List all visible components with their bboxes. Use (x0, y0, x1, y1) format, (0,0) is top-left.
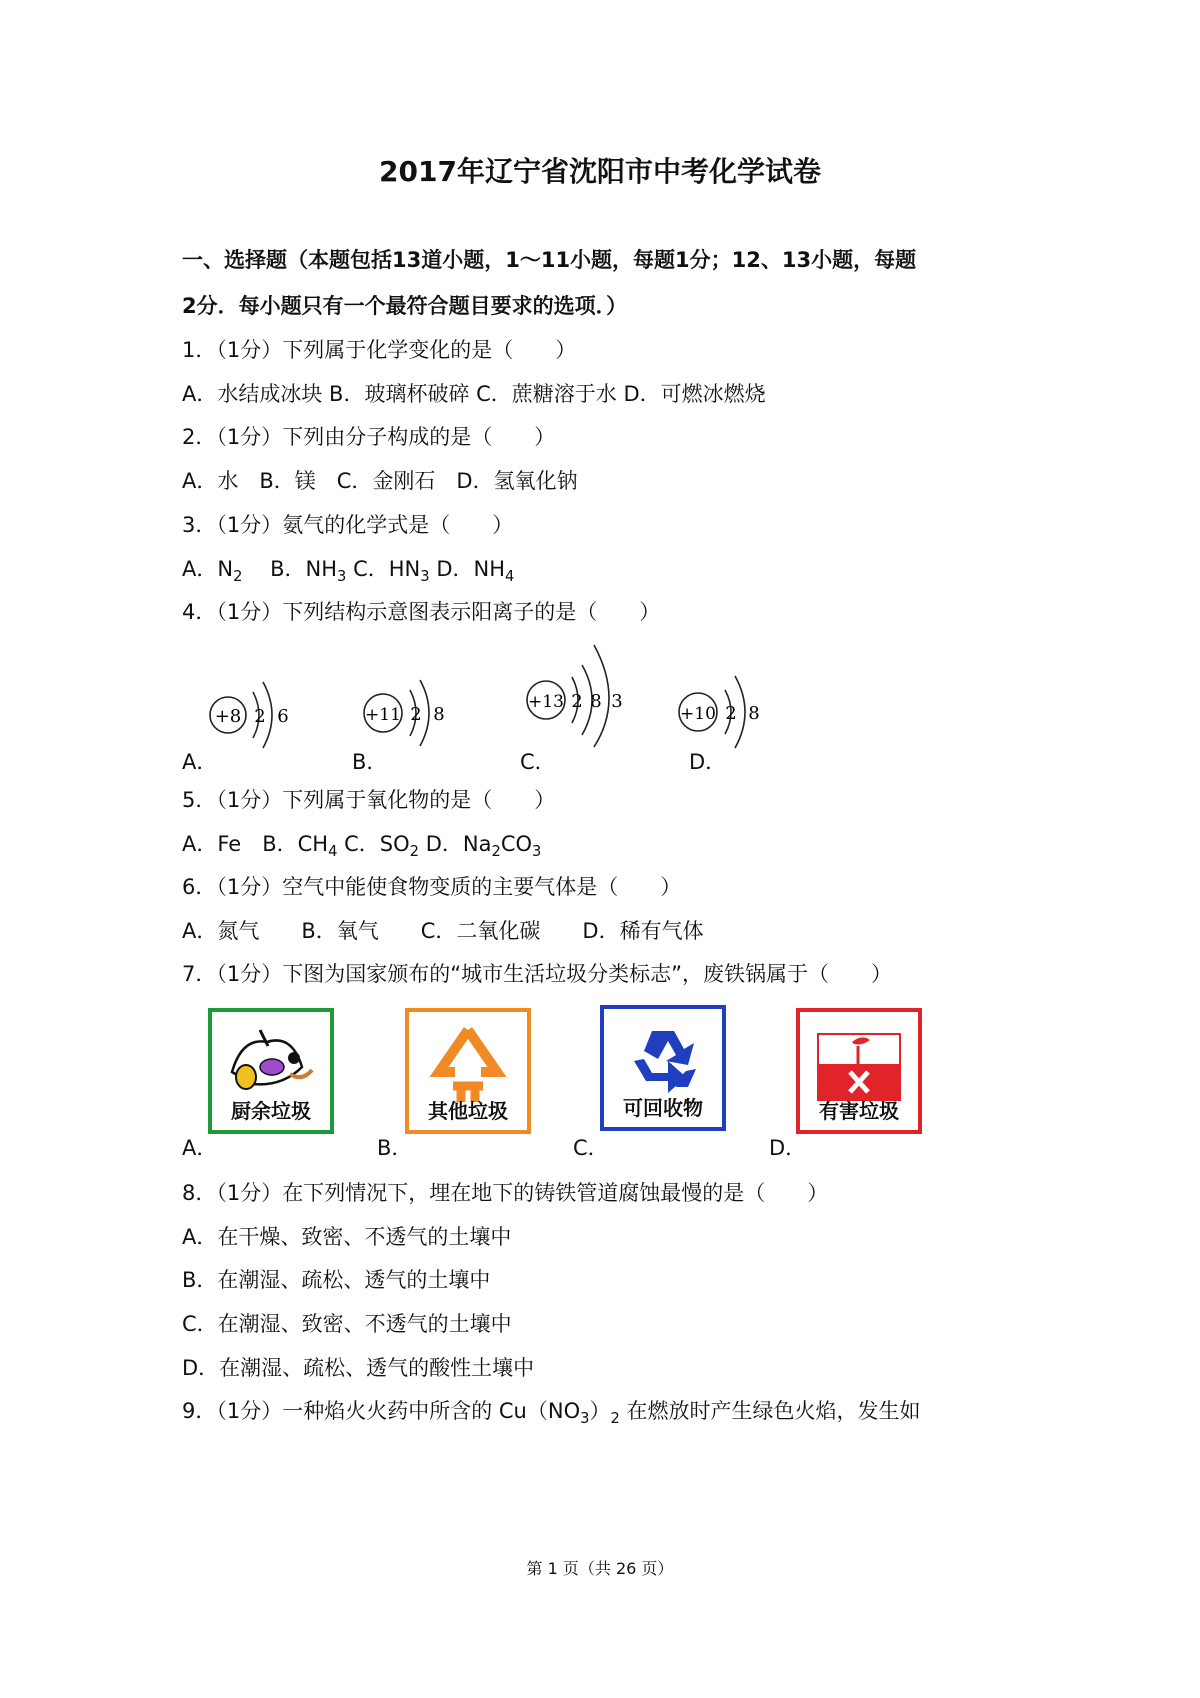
question-2-options: A．水 B．镁 C．金刚石 D．氢氧化钠 (182, 469, 578, 493)
question-3-stem: 3．（1分）氨气的化学式是（ ） (182, 513, 514, 537)
page-footer: 第 1 页（共 26 页） (526, 1559, 674, 1578)
shell-1-count: 2 (410, 704, 422, 725)
q7-letter-b: B． (377, 1136, 413, 1160)
nucleus-label: +8 (214, 706, 242, 727)
shell-2-count: 8 (748, 703, 760, 724)
q7-letter-c: C． (573, 1136, 609, 1160)
shell-1-count: 2 (571, 691, 583, 712)
question-8-stem: 8．（1分）在下列情况下，埋在地下的铸铁管道腐蚀最慢的是（ ） (182, 1181, 829, 1205)
q8-option-b: B．在潮湿、疏松、透气的土壤中 (182, 1268, 491, 1292)
question-4-stem: 4．（1分）下列结构示意图表示阳离子的是（ ） (182, 600, 661, 624)
section-heading-line2: 2分．每小题只有一个最符合题目要求的选项．） (182, 294, 628, 318)
question-5-options: A．Fe B．$CH_4$ C．$SO_2$ D．$Na_2CO_3$ (182, 832, 542, 861)
question-2-stem: 2．（1分）下列由分子构成的是（ ） (182, 425, 556, 449)
atom-diagram-c (520, 625, 660, 754)
q8-option-a: A．在干燥、致密、不透气的土壤中 (182, 1225, 512, 1249)
q8-option-c: C．在潮湿、致密、不透气的土壤中 (182, 1312, 512, 1336)
question-7-stem: 7．（1分）下图为国家颁布的“城市生活垃圾分类标志”，废铁锅属于（ ） (182, 962, 892, 986)
shell-2-count: 6 (277, 706, 289, 727)
sign-other-waste: 其他垃圾 (405, 1008, 531, 1134)
food-waste-icon (212, 1012, 330, 1104)
sign-kitchen-waste: 厨余垃圾 (208, 1008, 334, 1134)
q4-letter-a: A． (182, 750, 218, 774)
sign-recyclable: 可回收物 (600, 1005, 726, 1131)
q3-option-d: D．$NH_4$ (436, 557, 515, 586)
q8-option-d: D．在潮湿、疏松、透气的酸性土壤中 (182, 1356, 535, 1380)
recycle-icon (604, 1009, 722, 1101)
atom-diagram-a (205, 670, 315, 769)
question-6-options: A．氮气 B．氧气 C．二氧化碳 D．稀有气体 (182, 919, 704, 943)
shell-2-count: 8 (433, 704, 445, 725)
hazardous-waste-icon (800, 1012, 918, 1104)
q4-letter-c: C． (520, 750, 556, 774)
sign-hazardous-waste: 有害垃圾 (796, 1008, 922, 1134)
question-6-stem: 6．（1分）空气中能使食物变质的主要气体是（ ） (182, 875, 682, 899)
q7-letter-a: A． (182, 1136, 218, 1160)
other-waste-icon (409, 1012, 527, 1104)
shell-1-count: 2 (254, 706, 266, 727)
section-heading-line1: 一、选择题（本题包括13道小题，1～11小题，每题1分；12、13小题，每题 (182, 248, 917, 272)
q3-option-a: A．$N_2$ (182, 557, 243, 586)
nucleus-label: +13 (528, 692, 564, 712)
shell-2-count: 8 (590, 691, 602, 712)
page-title: 2017年辽宁省沈阳市中考化学试卷 (379, 155, 821, 188)
q7-letter-d: D． (769, 1136, 807, 1160)
question-1-stem: 1．（1分）下列属于化学变化的是（ ） (182, 338, 577, 362)
question-9-stem: 9．（1分）一种焰火火药中所含的 $Cu(NO_3)_2$ 在燃放时产生绿色火焰，发生如 (182, 1399, 921, 1428)
q3-option-c: C．$HN_3$ (353, 557, 430, 586)
q3-option-b: B．$NH_3$ (270, 557, 347, 586)
shell-3-count: 3 (611, 691, 623, 712)
shell-1-count: 2 (725, 703, 737, 724)
question-5-stem: 5．（1分）下列属于氧化物的是（ ） (182, 788, 556, 812)
q4-letter-b: B． (352, 750, 388, 774)
question-3-options (182, 553, 514, 585)
question-1-options: A．水结成冰块 B．玻璃杯破碎 C．蔗糖溶于水 D．可燃冰燃烧 (182, 382, 766, 406)
nucleus-label: +11 (365, 705, 401, 725)
nucleus-label: +10 (680, 704, 716, 724)
q4-letter-d: D． (689, 750, 727, 774)
